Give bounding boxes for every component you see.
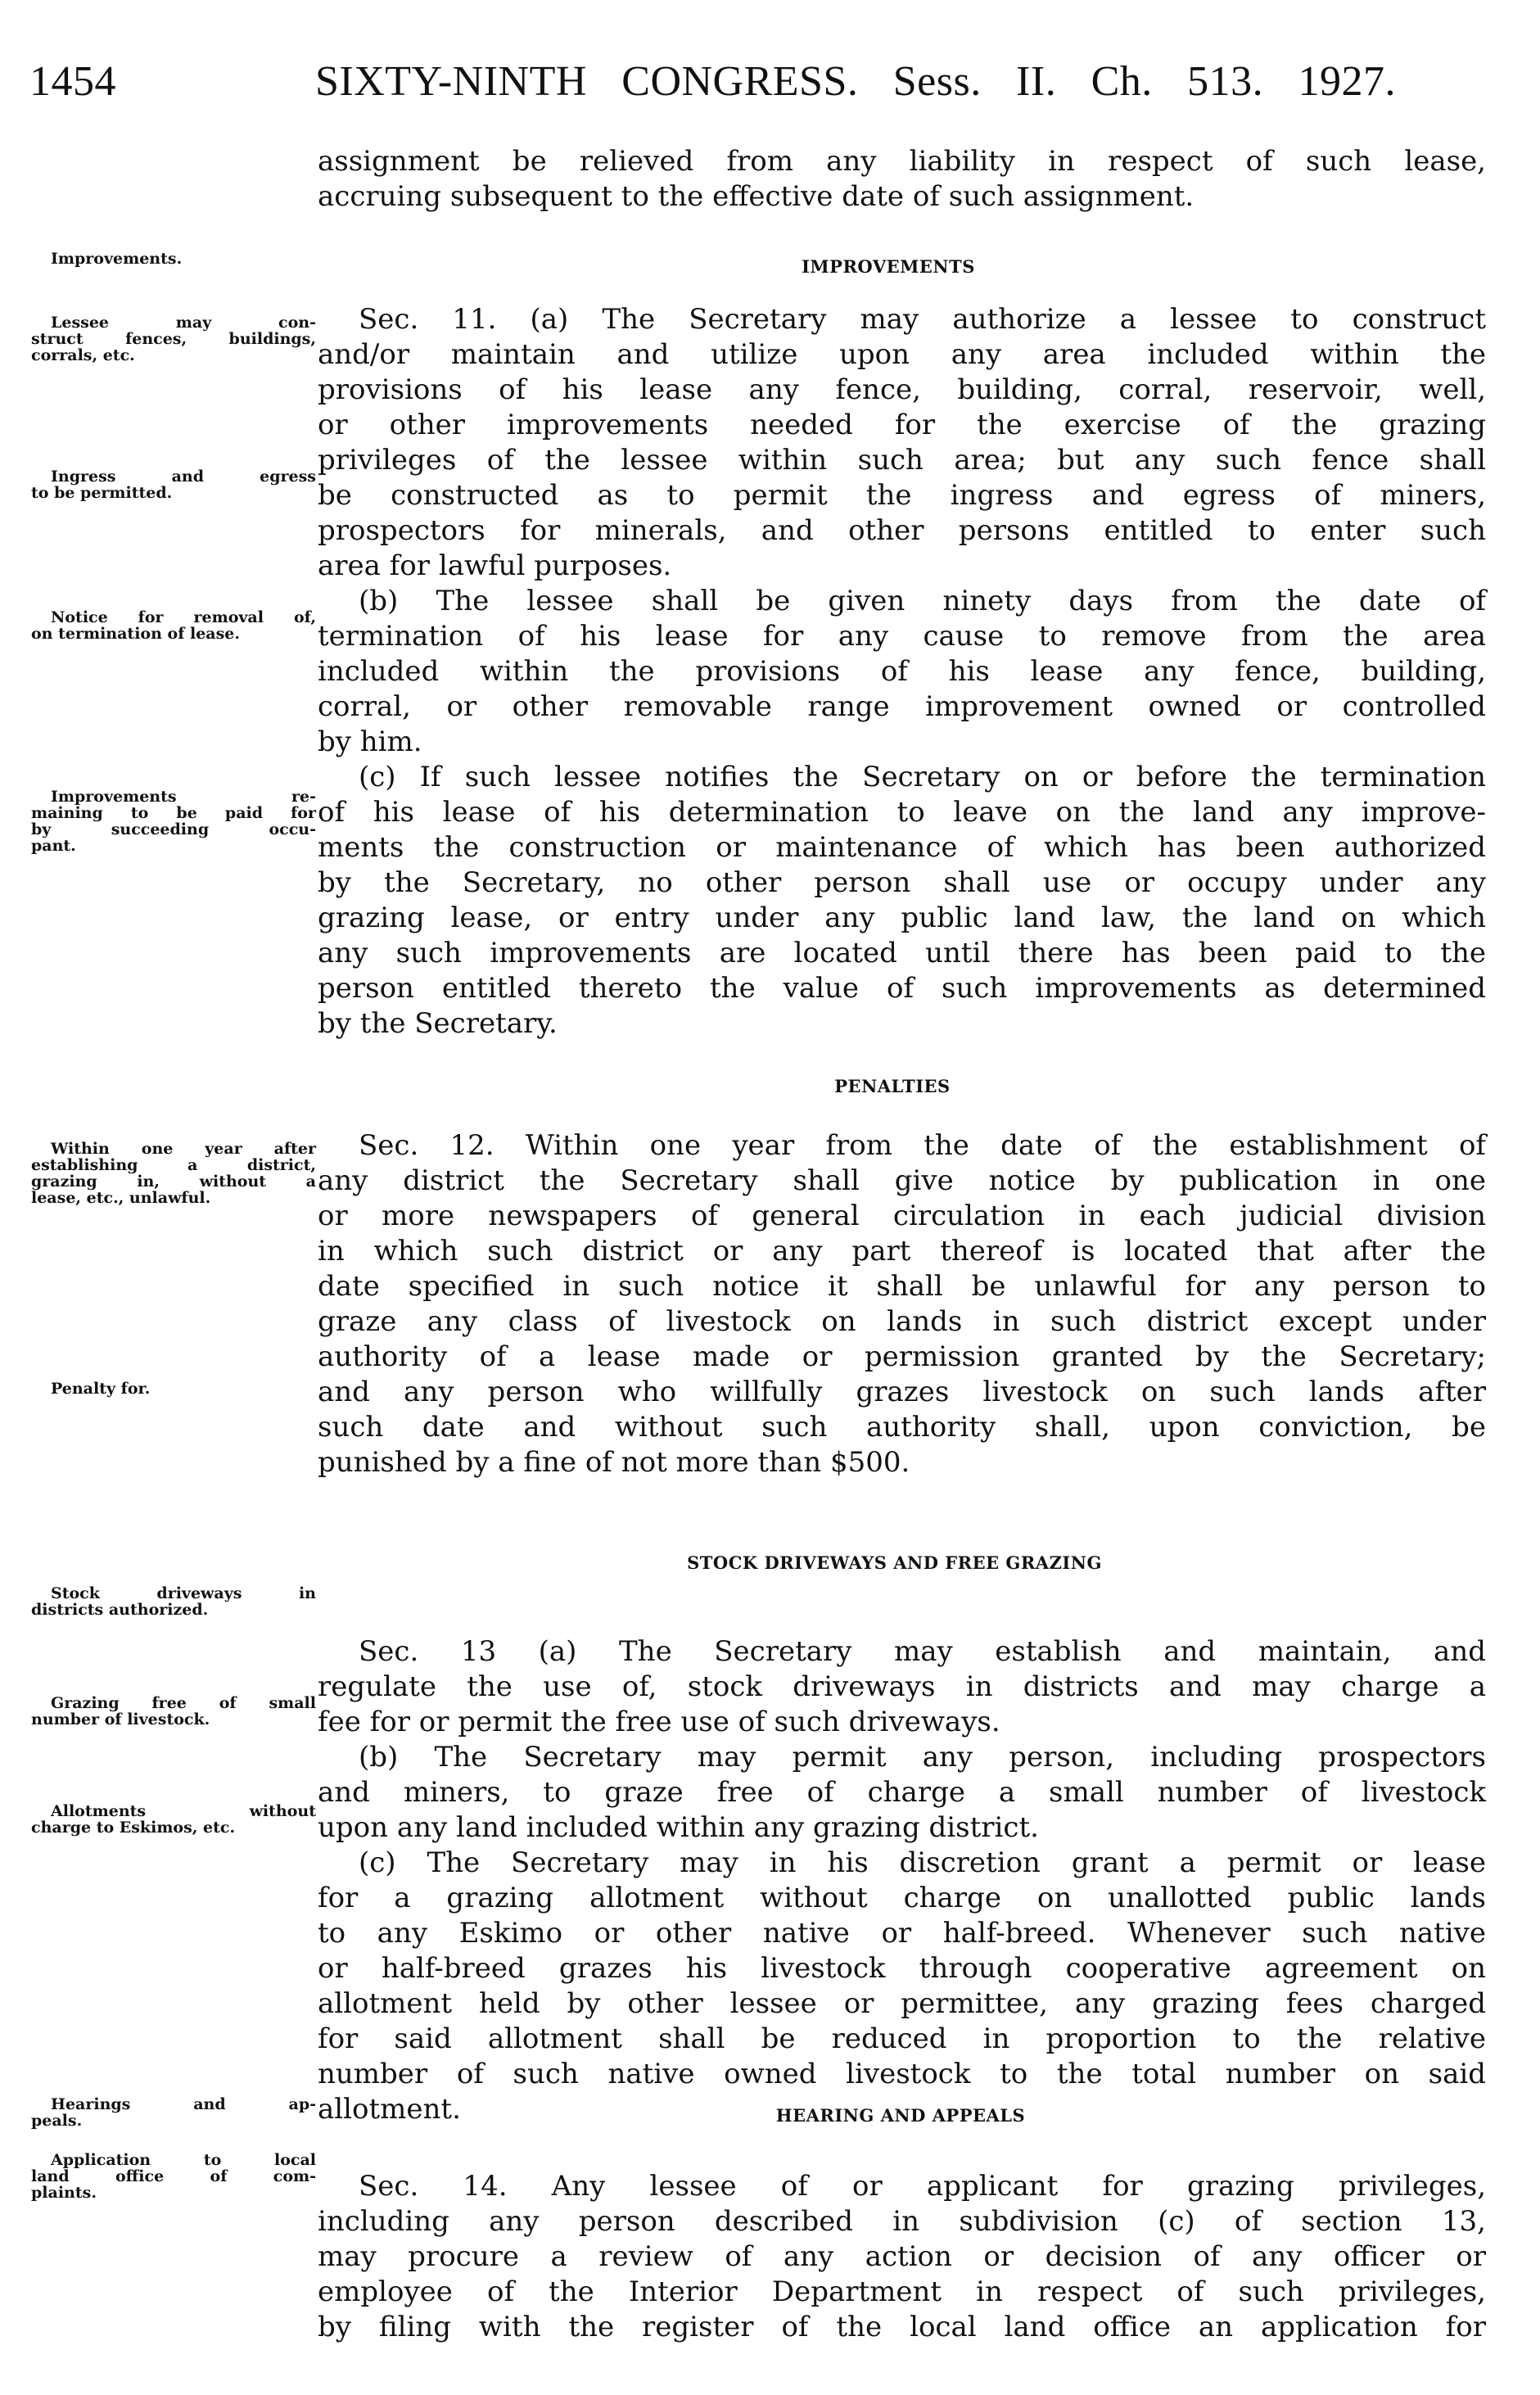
heading-stock-driveways: STOCK DRIVEWAYS AND FREE GRAZING: [687, 1552, 1102, 1573]
text-line: authority of a lease made or permission granted by the Secretary;: [318, 1340, 1486, 1373]
text-line: grazing lease, or entry under any public land law, the land on which: [318, 902, 1486, 934]
text-line: (b) The lessee shall be given ninety days from the date of: [359, 585, 1486, 617]
margin-note-within-one-year: [31, 1141, 316, 1206]
text-line: provisions of his lease any fence, building, corral, reservoir, well,: [318, 373, 1486, 406]
page-number: 1454: [29, 58, 116, 105]
margin-note-allotments: [31, 1803, 316, 1836]
margin-note-line: by succeeding occu-: [31, 820, 316, 838]
text-line: by the Secretary, no other person shall use or occupy under any: [318, 866, 1486, 899]
margin-note-improvements: [31, 251, 316, 267]
text-line: date specified in such notice it shall be unlawful for any person to: [318, 1270, 1486, 1303]
text-line: area for lawful purposes.: [318, 549, 672, 582]
text-line: graze any class of livestock on lands in such district except under: [318, 1305, 1486, 1338]
margin-note-grazing-free: [31, 1695, 316, 1728]
text-line: for said allotment shall be reduced in proportion to the relative: [318, 2022, 1486, 2055]
text-line: (b) The Secretary may permit any person, including prospectors: [359, 1741, 1486, 1774]
text-line: privileges of the lessee within such area; but any such fence shall: [318, 444, 1486, 477]
margin-note-line: pant.: [31, 837, 76, 855]
margin-note-line: Improvements.: [51, 250, 183, 268]
margin-note-line: establishing a district,: [31, 1156, 316, 1174]
text-line: included within the provisions of his lease any fence, building,: [318, 655, 1486, 688]
text-line: any such improvements are located until there has been paid to the: [318, 937, 1486, 969]
text-line: and any person who willfully grazes livestock on such lands after: [318, 1376, 1486, 1408]
text-line: and/or maintain and utilize upon any area included within the: [318, 338, 1486, 371]
heading-hearing-appeals: HEARING AND APPEALS: [775, 2105, 1026, 2126]
text-line: by the Secretary.: [318, 1007, 558, 1040]
year-label: 1927.: [1298, 58, 1397, 105]
heading-improvements: IMPROVEMENTS: [802, 256, 975, 277]
margin-note-line: districts authorized.: [31, 1601, 209, 1619]
margin-note-line: plaints.: [31, 2184, 97, 2202]
margin-note-line: Stock driveways in: [51, 1584, 316, 1602]
text-line: number of such native owned livestock to the total number on said: [318, 2058, 1486, 2090]
heading-penalties: PENALTIES: [834, 1076, 951, 1096]
text-line: (c) The Secretary may in his discretion grant a permit or lease: [359, 1846, 1486, 1879]
text-line: prospectors for minerals, and other persons entitled to enter such: [318, 514, 1486, 547]
margin-note-stock-driveways: [31, 1585, 316, 1618]
running-title: [315, 59, 1396, 105]
chapter-label: Ch. 513.: [1091, 58, 1264, 105]
text-line: such date and without such authority shall, upon conviction, be: [318, 1411, 1486, 1444]
margin-note-line: Allotments without: [51, 1802, 316, 1820]
text-line: Sec. 14. Any lessee of or applicant for grazing privileges,: [359, 2170, 1486, 2203]
text-line: termination of his lease for any cause to remove from the area: [318, 620, 1486, 653]
margin-note-penalty-for: [31, 1381, 316, 1397]
margin-note-line: lease, etc., unlawful.: [31, 1189, 211, 1207]
text-line: may procure a review of any action or decision of any officer or: [318, 2240, 1486, 2273]
margin-note-line: Lessee may con-: [51, 314, 316, 332]
text-line: punished by a fine of not more than $500.: [318, 1446, 910, 1479]
text-line: (c) If such lessee notifies the Secretary on or before the termination: [359, 761, 1486, 793]
margin-note-line: Ingress and egress: [51, 468, 316, 486]
text-line: accruing subsequent to the effective date of such assignment.: [318, 180, 1195, 213]
margin-note-line: charge to Eskimos, etc.: [31, 1819, 236, 1837]
margin-note-line: Grazing free of small: [51, 1694, 316, 1712]
margin-note-line: peals.: [31, 2112, 83, 2130]
text-line: or other improvements needed for the exercise of the grazing: [318, 409, 1486, 441]
margin-note-line: Hearings and ap-: [51, 2095, 316, 2113]
text-line: of his lease of his determination to leave on the land any improve-: [318, 796, 1486, 829]
text-line: be constructed as to permit the ingress and egress of miners,: [318, 479, 1486, 512]
text-line: to any Eskimo or other native or half-breed. Whenever such native: [318, 1917, 1486, 1950]
text-line: Sec. 11. (a) The Secretary may authorize a lessee to construct: [359, 303, 1486, 336]
text-line: assignment be relieved from any liability in respect of such lease,: [318, 145, 1486, 178]
margin-note-line: number of livestock.: [31, 1710, 210, 1728]
margin-note-line: corrals, etc.: [31, 346, 135, 364]
margin-note-line: Within one year after: [51, 1140, 316, 1158]
text-line: for a grazing allotment without charge on unallotted public lands: [318, 1882, 1486, 1914]
margin-note-ingress-egress: [31, 468, 316, 501]
text-line: by filing with the register of the local land office an application for: [318, 2311, 1486, 2343]
margin-note-line: maining to be paid for: [31, 804, 316, 822]
margin-note-lessee-may-construct: [31, 314, 316, 364]
margin-note-line: to be permitted.: [31, 484, 173, 502]
text-line: or half-breed grazes his livestock through cooperative agreement on: [318, 1952, 1486, 1985]
text-line: any district the Secretary shall give notice by publication in one: [318, 1164, 1486, 1197]
margin-note-line: Improvements re-: [51, 788, 316, 806]
text-line: corral, or other removable range improvement owned or controlled: [318, 690, 1486, 723]
text-line: allotment held by other lessee or permittee, any grazing fees charged: [318, 1987, 1486, 2020]
text-line: allotment.: [318, 2093, 461, 2126]
text-line: including any person described in subdivision (c) of section 13,: [318, 2205, 1486, 2238]
text-line: person entitled thereto the value of such improvements as determined: [318, 972, 1486, 1005]
text-line: upon any land included within any grazing district.: [318, 1811, 1039, 1844]
margin-note-hearings: [31, 2096, 316, 2129]
text-line: by him.: [318, 725, 422, 758]
margin-note-line: Penalty for.: [51, 1380, 151, 1398]
margin-note-notice-removal: [31, 609, 316, 642]
text-line: Sec. 12. Within one year from the date of the establishment of: [359, 1129, 1486, 1162]
text-line: in which such district or any part thereof is located that after the: [318, 1235, 1486, 1268]
margin-note-line: Notice for removal of,: [51, 608, 316, 626]
margin-note-line: Application to local: [51, 2151, 316, 2169]
margin-note-line: land office of com-: [31, 2167, 316, 2185]
text-line: Sec. 13 (a) The Secretary may establish and maintain, and: [359, 1635, 1486, 1668]
session-label: Sess. II.: [892, 58, 1057, 105]
margin-note-application: [31, 2152, 316, 2201]
text-line: regulate the use of, stock driveways in districts and may charge a: [318, 1670, 1486, 1703]
margin-note-improvements-remaining: [31, 789, 316, 854]
text-line: and miners, to graze free of charge a small number of livestock: [318, 1776, 1486, 1809]
margin-note-line: grazing in, without a: [31, 1173, 316, 1191]
text-line: employee of the Interior Department in respect of such privileges,: [318, 2275, 1486, 2308]
text-line: or more newspapers of general circulation in each judicial division: [318, 1200, 1486, 1232]
congress-title: SIXTY-NINTH CONGRESS.: [315, 58, 859, 105]
margin-note-line: on termination of lease.: [31, 625, 240, 643]
text-line: ments the construction or maintenance of which has been authorized: [318, 831, 1486, 864]
margin-note-line: struct fences, buildings,: [31, 330, 316, 348]
text-line: fee for or permit the free use of such driveways.: [318, 1706, 1000, 1738]
